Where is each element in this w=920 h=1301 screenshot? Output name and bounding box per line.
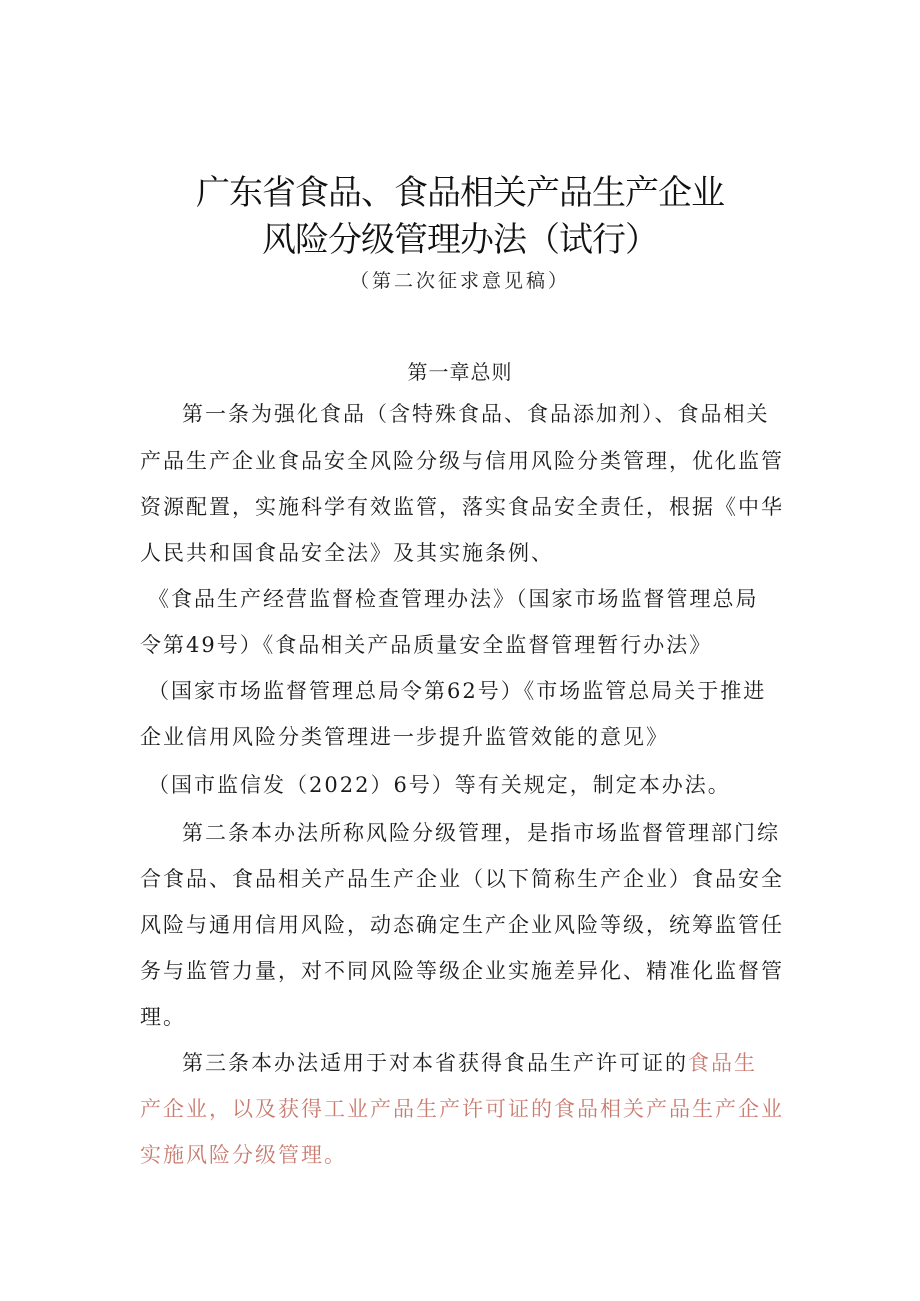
article2-line: 合食品、食品相关产品生产企业（以下简称生产企业）食品安全 bbox=[140, 867, 784, 891]
article2-line: 务与监管力量，对不同风险等级企业实施差异化、精准化监督管 bbox=[140, 959, 784, 983]
article1-line: （国市监信发（2022）6号）等有关规定，制定本办法。 bbox=[148, 773, 731, 797]
article1-line: 产品生产企业食品安全风险分级与信用风险分类管理，优化监管 bbox=[140, 449, 784, 473]
article1-line: 资源配置，实施科学有效监管，落实食品安全责任，根据《中华 bbox=[140, 495, 784, 519]
article3-highlight: 产企业，以及获得工业产品生产许可证的食品相关产品生产企业 bbox=[140, 1097, 784, 1121]
article1-line: 人民共和国食品安全法》及其实施条例、 bbox=[140, 541, 554, 565]
article1-line: 第一条为强化食品（含特殊食品、食品添加剂）、食品相关 bbox=[182, 402, 770, 426]
chapter-heading: 第一章总则 bbox=[407, 360, 513, 384]
article2-line: 第二条本办法所称风险分级管理，是指市场监督管理部门综 bbox=[182, 821, 780, 845]
article2-line: 理。 bbox=[140, 1005, 186, 1029]
article1-line: （国家市场监督管理总局令第62号）《市场监管总局关于推进 bbox=[148, 679, 767, 703]
article3-line bbox=[182, 1048, 757, 1078]
article1-line: 《食品生产经营监督检查管理办法》（国家市场监督管理总局 bbox=[148, 587, 759, 611]
title-line-1: 广东省食品、食品相关产品生产企业 bbox=[196, 173, 724, 213]
article2-line: 风险与通用信用风险，动态确定生产企业风险等级，统筹监管任 bbox=[140, 913, 784, 937]
subtitle: （第二次征求意见稿） bbox=[349, 270, 570, 292]
article1-line: 企业信用风险分类管理进一步提升监管效能的意见》 bbox=[140, 725, 669, 749]
article3-highlight: 实施风险分级管理。 bbox=[140, 1143, 347, 1167]
article3-text: 第三条本办法适用于对本省获得食品生产许可证的 bbox=[182, 1051, 688, 1075]
article3-highlight: 食品生 bbox=[688, 1051, 757, 1075]
title-line-2: 风险分级管理办法（试行） bbox=[262, 220, 658, 260]
article1-line: 令第49号）《食品相关产品质量安全监督管理暂行办法》 bbox=[140, 633, 713, 657]
